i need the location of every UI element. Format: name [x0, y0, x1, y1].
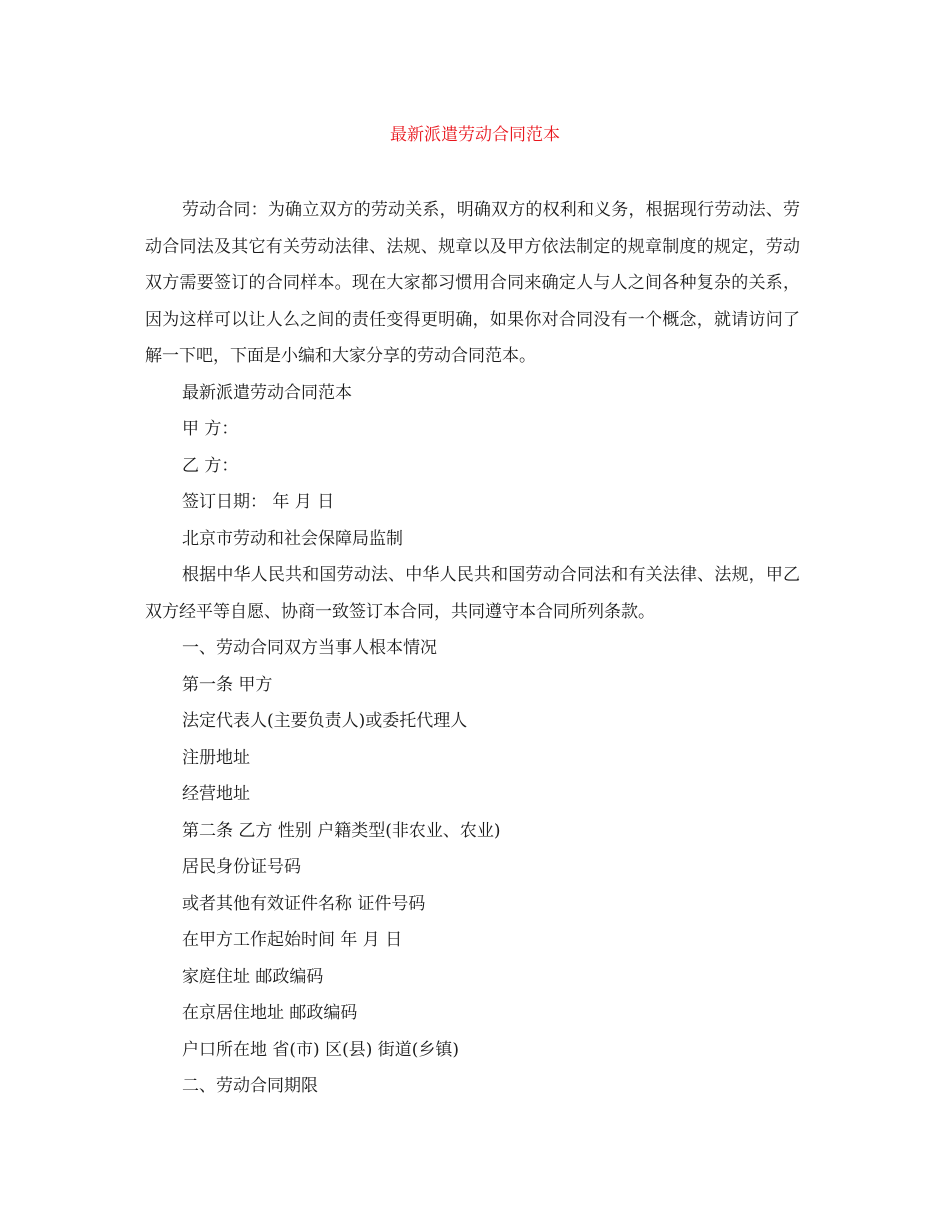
start-date-line: 在甲方工作起始时间 年 月 日 — [182, 930, 403, 950]
beijing-address-line: 在京居住地址 邮政编码 — [182, 1003, 358, 1023]
intro-paragraph: 劳动合同：为确立双方的劳动关系，明确双方的权利和义务，根据现行劳动法、劳动合同法及其它有关劳动法律、法规、规章以及甲方依法制定的规章制度的规定，劳动双方需要签订的合同样本。现在大家都习惯用合同来确定人与人之间各种复杂的关系，因为这样可以让人么之间的责任变得更明确，如果你对合同没有一个概念，就请访问了解一下吧，下面是小编和大家分享的劳动合同范本。 — [145, 200, 800, 366]
section-heading-term: 二、劳动合同期限 — [182, 1076, 318, 1096]
contract-heading: 最新派遣劳动合同范本 — [182, 382, 352, 403]
registered-address-line: 注册地址 — [182, 747, 250, 768]
home-address-line: 家庭住址 邮政编码 — [182, 966, 324, 987]
legal-representative-line: 法定代表人(主要负责人)或委托代理人 — [182, 711, 468, 731]
id-number-line: 居民身份证号码 — [182, 857, 301, 877]
party-b-line: 乙 方： — [182, 455, 239, 476]
preamble-paragraph: 根据中华人民共和国劳动法、中华人民共和国劳动合同法和有关法律、法规，甲乙双方经平等自愿、协商一致签订本合同，共同遵守本合同所列条款。 — [145, 565, 800, 622]
document-title: 最新派遣劳动合同范本 — [390, 125, 560, 145]
document-body — [145, 192, 800, 1105]
hukou-location-line: 户口所在地 省(市) 区(县) 街道(乡镇) — [182, 1039, 460, 1060]
signing-date-line: 签订日期： 年 月 日 — [182, 492, 335, 512]
business-address-line: 经营地址 — [182, 784, 250, 804]
party-a-line: 甲 方： — [182, 419, 239, 439]
article-two-line: 第二条 乙方 性别 户籍类型(非农业、农业) — [182, 820, 501, 841]
supervisor-line: 北京市劳动和社会保障局监制 — [182, 528, 403, 549]
article-one-line: 第一条 甲方 — [182, 674, 273, 695]
section-heading-parties: 一、劳动合同双方当事人根本情况 — [182, 638, 437, 658]
other-id-line: 或者其他有效证件名称 证件号码 — [182, 893, 426, 914]
